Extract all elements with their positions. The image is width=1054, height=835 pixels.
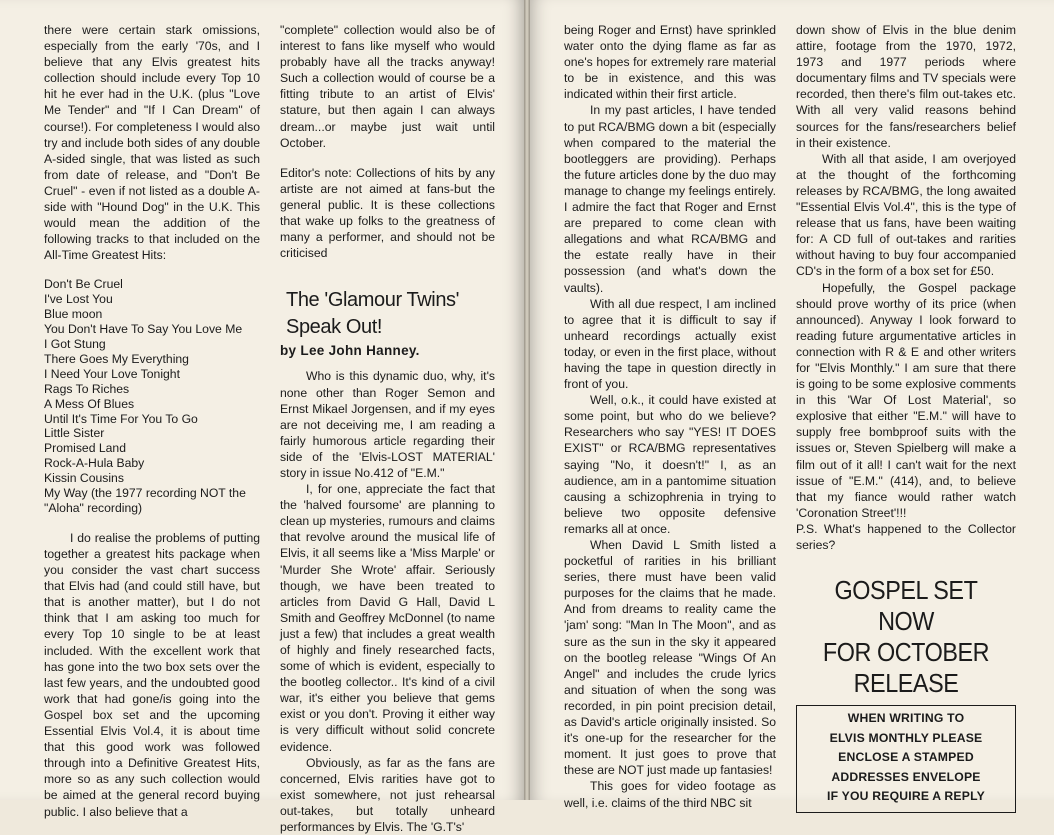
left-column-2 bbox=[280, 22, 495, 835]
notice-line: ENCLOSE A STAMPED bbox=[838, 750, 974, 765]
intro-paragraph: there were certain stark omissions, especially from the early '70s, and I believe that any Elvis greatest hits collection should include every Top 10 hit he ever had in the U.K. (plus "Love Me Tender" and "If I Can Dream" of course!). For completeness I would also try and include both sides of any double A-sided single, that was listed as such from date of release, and "Don't Be Cruel" - even if not listed as a double A-side with "Hound Dog" in the U.K. This would mean the addition of the following tracks to that included on the All-Time Greatest Hits: bbox=[44, 23, 260, 263]
headline-line: Speak Out! bbox=[286, 316, 383, 339]
body-paragraph: This goes for video footage as well, i.e. claims of the third NBC sit bbox=[564, 779, 776, 810]
left-page bbox=[0, 0, 524, 835]
article-headline bbox=[286, 287, 495, 341]
body-paragraph: "complete" collection would also be of interest to fans like myself who would probably have all the tracks anyway! Such a collection would of course be a fitting tribute to an artist of Elvis' stature, but then again I can always dream...or maybe just wait until October. bbox=[280, 23, 495, 150]
body-paragraph: Who is this dynamic duo, why, it's none other than Roger Semon and Ernst Mikael Jorgensen, and if my eyes are not deceiving me, I am reading a fairly humorous article regarding their side of the 'Elvis-LOST MATERIAL' story in issue No.412 of "E.M." bbox=[280, 369, 495, 480]
editor-note: Editor's note: Collections of hits by any artiste are not aimed at fans-but the general public. It is these collections that wake up folks to the greatness of many a performer, and should not be criticised bbox=[280, 165, 495, 261]
track-list-item: I Got Stung bbox=[44, 337, 106, 352]
right-column-2 bbox=[796, 22, 1016, 813]
body-paragraph: With all that aside, I am overjoyed at the thought of the forthcoming releases by RCA/BMG, the long awaited "Essential Elvis Vol.4", this is the type of release that us fans, have been waiting for: A CD full of out-takes and rarities without having to buy four accompanied CD's in the form of a box set for £50. bbox=[796, 151, 1016, 279]
body-paragraph: Well, o.k., it could have existed at some point, but who do we believe? Researchers who say "YES! IT DOES EXIST" or RCA/BMG representatives saying "No, it doesn't!" I, as an audience, am in a pantomime situation causing a schizophrenia in trying to believe two opposite defensive remarks all at once. bbox=[564, 393, 776, 536]
notice-line: WHEN WRITING TO bbox=[847, 711, 965, 726]
gospel-set-banner bbox=[807, 575, 1005, 699]
body-paragraph: In my past articles, I have tended to put RCA/BMG down a bit (especially when compared to the material the bootleggers are providing). Perhaps the future articles done by the duo may manage to change my feelings entirely. I admire the fact that Roger and Ernst are prepared to come clean with allegations and what RCA/BMG and the estate really have in their possession (and what's down the vaults). bbox=[564, 103, 776, 295]
notice-line: ADDRESSES ENVELOPE bbox=[831, 769, 981, 784]
headline-line: The 'Glamour Twins' bbox=[286, 289, 460, 312]
body-paragraph: With all due respect, I am inclined to agree that it is difficult to say if unheard recordings actually exist today, or even in the first place, without having the tape in question directly in front of you. bbox=[564, 296, 776, 392]
track-list-item: Don't Be Cruel bbox=[44, 277, 123, 292]
left-column-1 bbox=[44, 22, 260, 820]
right-page bbox=[530, 0, 1054, 810]
track-list-item: Rags To Riches bbox=[44, 381, 130, 396]
track-list-item: Promised Land bbox=[44, 441, 126, 456]
track-list-item: My Way (the 1977 recording NOT the "Aloha" recording) bbox=[44, 486, 246, 515]
track-list-item: Little Sister bbox=[44, 426, 105, 441]
body-paragraph: Hopefully, the Gospel package should prove worthy of its price (when announced). Anyway I look forward to reading future argumentative articles in connection with R & E and other writers for "Elvis Monthly." I am sure that there is going to be some explosive comments in this 'War Of Lost Material', so explosive that either "E.M." will have to supply free bombproof suits with the issues or, Steven Spielberg will make a film out of it all! I can't wait for the next issue of "E.M." (414), and, to believe that my fiance would rather watch 'Coronation Street'!!! bbox=[796, 280, 1016, 520]
track-list-item: Rock-A-Hula Baby bbox=[44, 456, 145, 471]
right-column-1 bbox=[564, 22, 776, 811]
track-list-item: You Don't Have To Say You Love Me bbox=[44, 322, 243, 337]
writing-notice-box bbox=[796, 705, 1016, 813]
body-paragraph: I do realise the problems of putting together a greatest hits package when you consider the vast chart success that Elvis had (and could still have, but that is another matter), but I do not think that I am asking too much for every Top 10 single to be at least included. With the excellent work that has gone into the two box sets over the last few years, and the undoubted good work that had gone/is going into the Gospel box set and the upcoming Essential Elvis Vol.4, it is about time that this good work was followed through into a Definitive Greatest Hits, more so as any such collection would be aimed at the general record buying public. I also believe that a bbox=[44, 530, 260, 819]
postscript: P.S. What's happened to the Collector series? bbox=[796, 521, 1016, 552]
track-list-item: There Goes My Everything bbox=[44, 351, 189, 366]
article-byline: by Lee John Hanney. bbox=[280, 343, 420, 359]
body-paragraph: being Roger and Ernst) have sprinkled water onto the dying flame as far as one's hopes for extremely rare material to be in existence, and this was indicated within their first article. bbox=[564, 23, 776, 102]
banner-line: RELEASE bbox=[853, 668, 959, 699]
body-paragraph: down show of Elvis in the blue denim attire, footage from the 1970, 1972, 1973 and 1977 periods where documentary films and TV specials were recorded, then there's film out-takes etc. With all very valid reasons behind sources for the fans/researchers belief in their existence. bbox=[796, 23, 1016, 150]
notice-line: ELVIS MONTHLY PLEASE bbox=[829, 730, 983, 745]
body-paragraph: Obviously, as far as the fans are concerned, Elvis rarities have got to exist somewhere, not just rehearsal out-takes, but totally unheard performances by Elvis. The 'G.T's' bbox=[280, 755, 495, 835]
track-list bbox=[44, 277, 260, 516]
body-paragraph: I, for one, appreciate the fact that the 'halved foursome' are planning to clean up mysteries, rumours and claims that revolve around the musical life of Elvis, it all seems like a 'Miss Marple' or 'Murder She Wrote' affair. Seriously though, we have been treated to articles from David G Hall, David L Smith and Geoffrey McDonnel (to name just a few) that includes a great wealth of highly and finely researched facts, some of which is evident, especially to the bootleg collector.. It's kind of a civil war, it's either you believe that gems exist or you don't. Proving it either way is very difficult without solid concrete evidence. bbox=[280, 482, 495, 754]
banner-line: FOR OCTOBER bbox=[822, 637, 990, 668]
track-list-item: I Need Your Love Tonight bbox=[44, 366, 180, 381]
track-list-item: Kissin Cousins bbox=[44, 471, 124, 486]
body-paragraph: When David L Smith listed a pocketful of rarities in his brilliant series, there must have been valid purposes for the claims that he made. And from dreams to reality came the 'jam' song: "Man In The Moon", and as sure as the sun in the sky it appeared on the bootleg release "Wings Of An Angel" and includes the crude lyrics and situation of when the song was recorded, in pin point precision detail, as David's article originally insisted. So it's one-up for the researcher for the moment. It just goes to prove that these are NOT just made up fantasies! bbox=[564, 538, 776, 778]
banner-line: GOSPEL SET NOW bbox=[834, 575, 978, 637]
notice-line: IF YOU REQUIRE A REPLY bbox=[827, 789, 985, 804]
track-list-item: Blue moon bbox=[44, 307, 103, 322]
track-list-item: A Mess Of Blues bbox=[44, 396, 135, 411]
track-list-item: Until It's Time For You To Go bbox=[44, 411, 198, 426]
track-list-item: I've Lost You bbox=[44, 292, 113, 307]
